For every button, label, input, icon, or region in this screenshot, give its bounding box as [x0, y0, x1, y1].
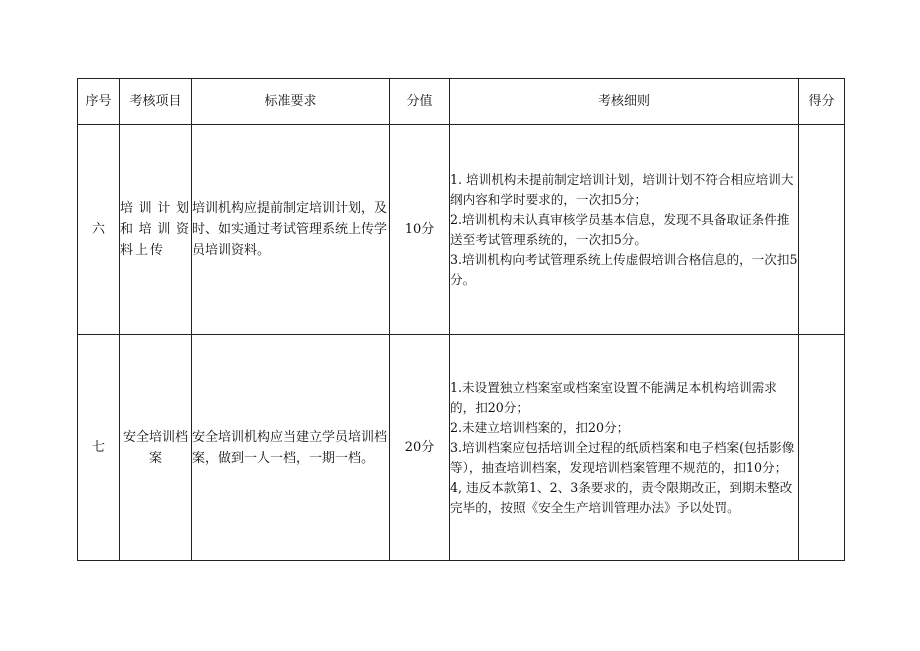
- row-points: [799, 335, 845, 561]
- detail-item: 1. 培训机构未提前制定培训计划，培训计划不符合相应培训大纲内容和学时要求的，一次扣5分；: [450, 171, 794, 207]
- table-row: [78, 335, 845, 561]
- header-details: 考核细则: [450, 79, 799, 125]
- row-points: [799, 125, 845, 335]
- detail-item: 2.培训机构未认真审核学员基本信息，发现不具备取证条件推送至考试管理系统的，一次扣5分。: [450, 211, 790, 247]
- row-score: 10分: [390, 125, 450, 335]
- row-index: 七: [78, 335, 120, 561]
- detail-item: 4, 违反本款第1、2、3条要求的，责令限期改正，到期未整改完毕的，按照《安全生产培训管理办法》予以处罚。: [450, 479, 793, 515]
- detail-item: 1.未设置独立档案室或档案室设置不能满足本机构培训需求的，扣20分；: [450, 379, 777, 415]
- detail-item: 3.培训机构向考试管理系统上传虚假培训合格信息的，一次扣5分。: [450, 251, 798, 287]
- row-score: 20分: [390, 335, 450, 561]
- row-standard: 安全培训机构应当建立学员培训档案，做到一人一档，一期一档。: [192, 335, 390, 561]
- row-index: 六: [78, 125, 120, 335]
- table-row: [78, 125, 845, 335]
- assessment-table: [77, 78, 845, 561]
- row-standard: 培训机构应提前制定培训计划，及时、如实通过考试管理系统上传学员培训资料。: [192, 125, 390, 335]
- header-row: [78, 79, 845, 125]
- detail-item: 3.培训档案应包括培训全过程的纸质档案和电子档案(包括影像等），抽查培训档案，发现培训档案管理不规范的，扣10分；: [450, 439, 795, 475]
- header-index: 序号: [78, 79, 120, 125]
- detail-item: 2.未建立培训档案的，扣20分；: [450, 419, 630, 435]
- row-details: [450, 125, 799, 335]
- row-details: [450, 335, 799, 561]
- row-project: 安全培训档案: [120, 335, 192, 561]
- header-project: 考核项目: [120, 79, 192, 125]
- header-score: 分值: [390, 79, 450, 125]
- header-points: 得分: [799, 79, 845, 125]
- header-standard: 标准要求: [192, 79, 390, 125]
- row-project: 培训计划和培训资料上传: [120, 125, 192, 335]
